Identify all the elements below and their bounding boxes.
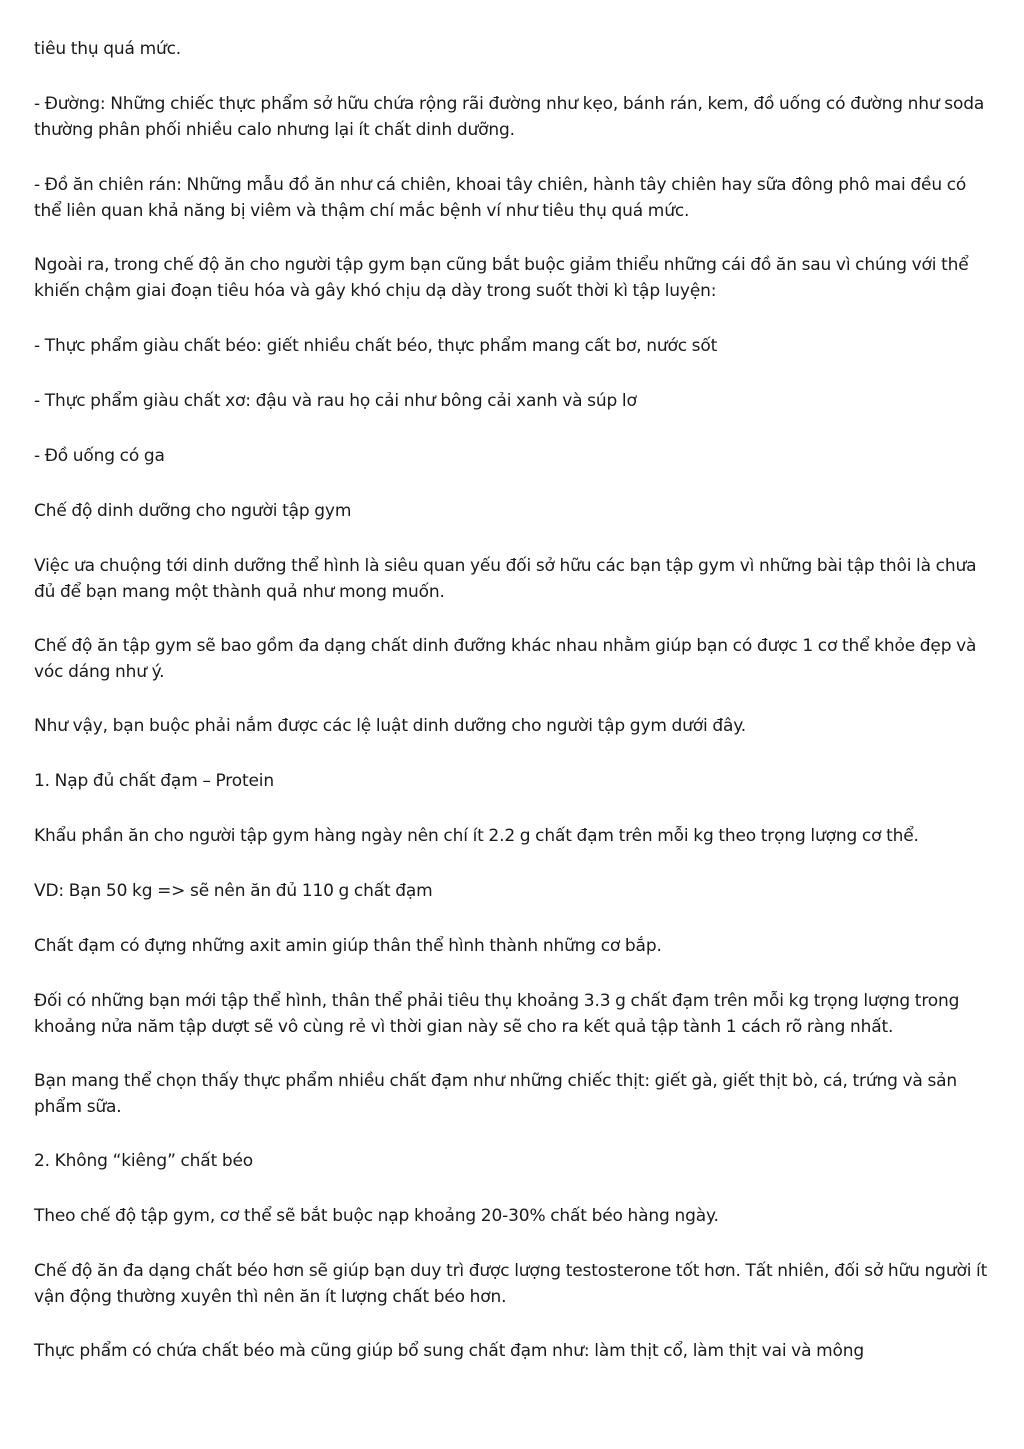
paragraph-protein-example: VD: Bạn 50 kg => sẽ nên ăn đủ 110 g chất đạm: [34, 881, 433, 901]
paragraph-amino-acids: Chất đạm có đựng những axit amin giúp thân thể hình thành những cơ bắp.: [34, 936, 662, 956]
paragraph-testosterone: Chế độ ăn đa dạng chất béo hơn sẽ giúp bạn duy trì được lượng testosterone tốt hơn. Tất nhiên, đối sở hữu người ít vận động thường xuyên thì nên ăn ít lượng chất béo hơn.: [34, 1261, 988, 1307]
paragraph-fat-intake: Theo chế độ tập gym, cơ thể sẽ bắt buộc nạp khoảng 20-30% chất béo hàng ngày.: [34, 1206, 719, 1226]
paragraph-fat-sources: Thực phẩm có chứa chất béo mà cũng giúp bổ sung chất đạm như: làm thịt cổ, làm thịt vai và mông: [34, 1341, 865, 1361]
paragraph-intro-continuation: tiêu thụ quá mức.: [34, 39, 182, 59]
heading-fat: 2. Không “kiêng” chất béo: [34, 1151, 254, 1171]
paragraph-protein-portion: Khẩu phần ăn cho người tập gym hàng ngày nên chí ít 2.2 g chất đạm trên mỗi kg theo trọng lượng cơ thể.: [34, 826, 919, 846]
paragraph-sugar: - Đường: Những chiếc thực phẩm sở hữu chứa rộng rãi đường như kẹo, bánh rán, kem, đồ uống có đường như soda thường phân phối nhiều calo nhưng lại ít chất dinh dưỡng.: [34, 94, 985, 140]
list-item-high-fiber: - Thực phẩm giàu chất xơ: đậu và rau họ cải như bông cải xanh và súp lơ: [34, 391, 637, 411]
paragraph-diet-variety: Chế độ ăn tập gym sẽ bao gồm đa dạng chất dinh đưỡng khác nhau nhằm giúp bạn có được 1 cơ thể khỏe đẹp và vóc dáng như ý.: [34, 636, 977, 682]
paragraph-protein-sources: Bạn mang thể chọn thấy thực phẩm nhiều chất đạm như những chiếc thịt: giết gà, giết thịt bò, cá, trứng và sản phẩm sữa.: [34, 1071, 958, 1117]
list-item-soda: - Đồ uống có ga: [34, 446, 165, 466]
paragraph-fried-food: - Đồ ăn chiên rán: Những mẫu đồ ăn như cá chiên, khoai tây chiên, hành tây chiên hay sữa đông phô mai đều có thể liên quan khả năng bị viêm và thậm chí mắc bệnh ví như tiêu thụ quá mức.: [34, 175, 967, 221]
list-item-high-fat: - Thực phẩm giàu chất béo: giết nhiều chất béo, thực phẩm mang cất bơ, nước sốt: [34, 336, 718, 356]
paragraph-avoid-foods: Ngoài ra, trong chế độ ăn cho người tập gym bạn cũng bắt buộc giảm thiểu những cái đồ ăn sau vì chúng với thể khiến chậm giai đoạn tiêu hóa và gây khó chịu dạ dày trong suốt thời kì tập luyện:: [34, 255, 969, 301]
paragraph-beginners: Đối có những bạn mới tập thể hình, thân thể phải tiêu thụ khoảng 3.3 g chất đạm trên mỗi kg trọng lượng trong khoảng nửa năm tập dượt sẽ vô cùng rẻ vì thời gian này sẽ cho ra kết quả tập tành 1 cách rõ ràng nhất.: [34, 991, 960, 1037]
heading-protein: 1. Nạp đủ chất đạm – Protein: [34, 771, 274, 791]
paragraph-importance: Việc ưa chuộng tới dinh dưỡng thể hình là siêu quan yếu đối sở hữu các bạn tập gym vì những bài tập thôi là chưa đủ để bạn mang một thành quả như mong muốn.: [34, 556, 977, 602]
section-heading-nutrition: Chế độ dinh dưỡng cho người tập gym: [34, 501, 352, 521]
paragraph-rules-intro: Như vậy, bạn buộc phải nắm được các lệ luật dinh dưỡng cho người tập gym dưới đây.: [34, 716, 747, 736]
